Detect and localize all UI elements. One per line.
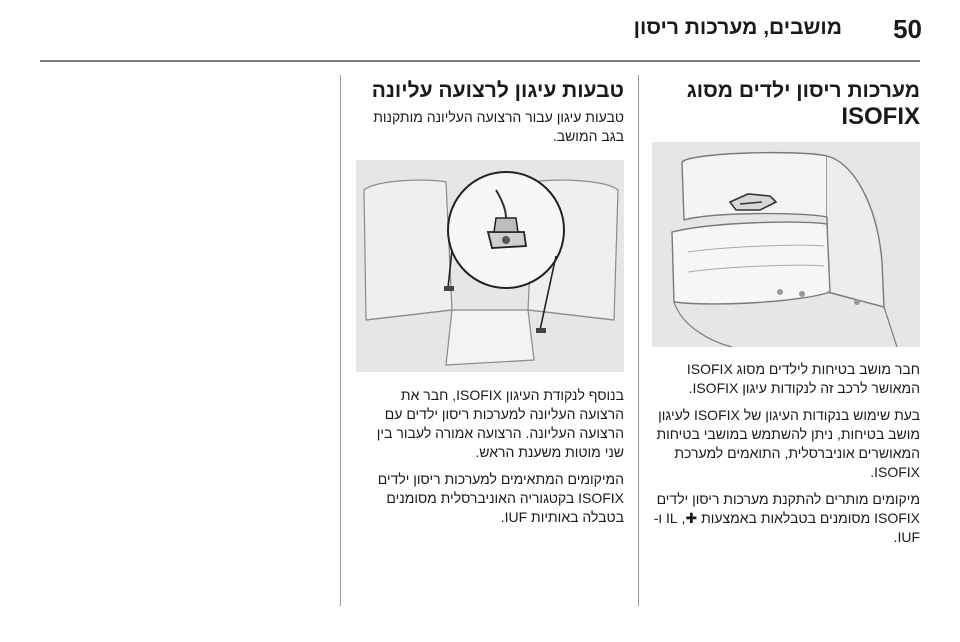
page-header bbox=[0, 0, 960, 60]
tether-para-1: בנוסף לנקודת העיגון ISOFIX, חבר את הרצועה העליונה למערכות ריסון ילדים עם הרצועה העליונה. הרצועה אמורה לעבור בין שני מוטות משענת הראש. bbox=[376, 387, 624, 460]
isofix-anchor-illustration bbox=[652, 142, 920, 347]
column-divider bbox=[638, 75, 639, 606]
isofix-para-1: חבר מושב בטיחות לילדים מסוג ISOFIX המאושר לרכב זה לנקודות עיגון ISOFIX. bbox=[686, 361, 920, 396]
isofix-para-2: בעת שימוש בנקודות העיגון של ISOFIX לעיגון מושב בטיחות, ניתן להשתמש במושבי בטיחות המאושרים אוניברסלית, התואמים למערכת ISOFIX. bbox=[656, 407, 920, 480]
isofix-para-3 bbox=[652, 490, 920, 547]
tether-heading: טבעות עיגון לרצועה עליונה bbox=[371, 79, 624, 102]
isofix-heading-line1: מערכות ריסון ילדים מסוג bbox=[686, 79, 920, 102]
page-number: 50 bbox=[893, 14, 922, 44]
header-rule bbox=[40, 60, 920, 62]
isofix-para-3-end: , IL ו-IUF. bbox=[653, 510, 920, 545]
isofix-para-3-text: מיקומים מותרים להתקנת מערכות ריסון ילדים ISOFIX מסומנים בטבלאות באמצעות bbox=[656, 491, 920, 526]
tether-para-2: המיקומים המתאימים למערכות ריסון ילדים ISOFIX בקטגוריה האוניברסלית מסומנים בטבלה באותיות IUF. bbox=[377, 471, 624, 525]
plus-symbol-icon: ✚ bbox=[685, 510, 698, 526]
right-column bbox=[652, 78, 920, 555]
running-head: מושבים, מערכות ריסון bbox=[633, 16, 842, 39]
column-divider bbox=[340, 75, 341, 606]
isofix-heading-line2: ISOFIX bbox=[841, 103, 920, 130]
tether-intro: טבעות עיגון עבור הרצועה העליונה מותקנות בגב המושב. bbox=[373, 109, 624, 144]
top-tether-illustration bbox=[356, 160, 624, 372]
isofix-heading bbox=[652, 78, 920, 130]
middle-column bbox=[356, 78, 624, 535]
